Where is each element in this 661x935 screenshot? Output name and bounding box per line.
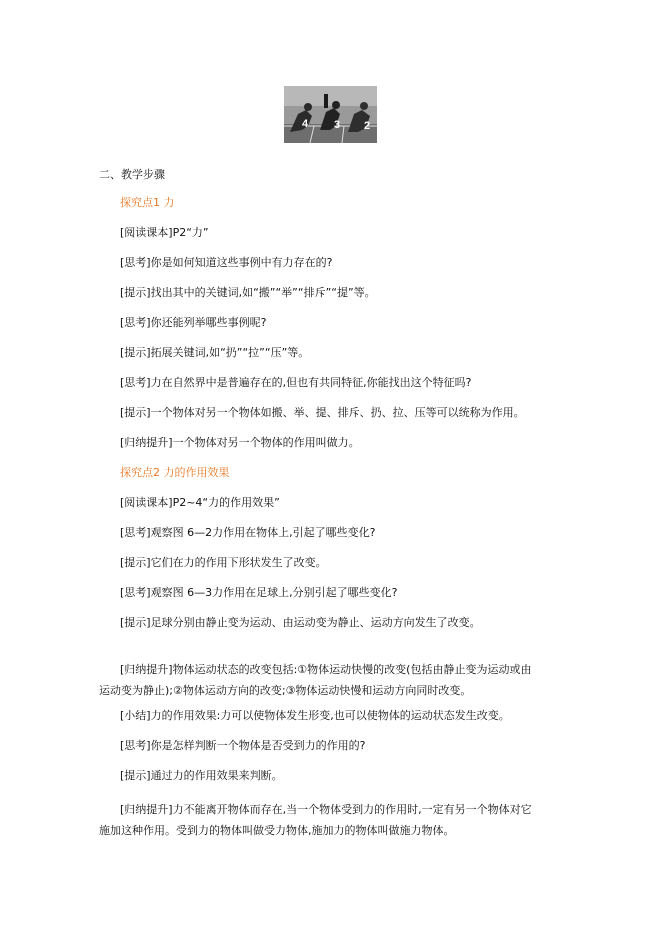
step-line: [归纳提升]一个物体对另一个物体的作用叫做力。 (120, 436, 360, 449)
step-line: [思考]观察图 6—2力作用在物体上,引起了哪些变化? (120, 526, 376, 539)
lane-number-4: 4 (302, 118, 309, 130)
step-line: [思考]你还能列举哪些事例呢? (120, 316, 267, 329)
explore-point-heading: 探究点1 力 (120, 196, 175, 209)
step-line: [阅读课本]P2~4“力的作用效果” (120, 496, 280, 509)
sprinters-photo (284, 86, 377, 143)
step-line: [提示]一个物体对另一个物体如搬、举、提、排斥、扔、拉、压等可以统称为作用。 (120, 406, 525, 419)
sprinters-illustration (284, 86, 377, 143)
step-line: [思考]你是如何知道这些事例中有力存在的? (120, 256, 333, 269)
step-line: [小结]力的作用效果:力可以使物体发生形变,也可以使物体的运动状态发生改变。 (120, 709, 510, 722)
step-line: [提示]通过力的作用效果来判断。 (120, 769, 283, 782)
step-line: [思考]力在自然界中是普遍存在的,但也有共同特征,你能找出这个特征吗? (120, 376, 472, 389)
explore-point-heading: 探究点2 力的作用效果 (120, 466, 230, 479)
step-line: [思考]观察图 6—3力作用在足球上,分别引起了哪些变化? (120, 586, 398, 599)
step-line: [提示]它们在力的作用下形状发生了改变。 (120, 556, 327, 569)
step-line: [提示]足球分别由静止变为运动、由运动变为静止、运动方向发生了改变。 (120, 616, 481, 629)
section-title: 二、教学步骤 (99, 168, 165, 181)
summary-force-objects: [归纳提升]力不能离开物体而存在,当一个物体受到力的作用时,一定有另一个物体对它施加这种作用。受到力的物体叫做受力物体,施加力的物体叫做施力物体。 (99, 803, 532, 837)
step-line: [思考]你是怎样判断一个物体是否受到力的作用的? (120, 739, 366, 752)
step-line: [阅读课本]P2“力” (120, 226, 209, 239)
lane-number-2: 2 (364, 120, 371, 132)
summary-motion-state: [归纳提升]物体运动状态的改变包括:①物体运动快慢的改变(包括由静止变为运动或由运动变为静止);②物体运动方向的改变;③物体运动快慢和运动方向同时改变。 (99, 663, 532, 697)
step-line: [提示]找出其中的关键词,如“搬”“举”“排斥”“提”等。 (120, 286, 376, 299)
step-line: [提示]拓展关键词,如“扔”“拉”“压”等。 (120, 346, 310, 359)
lane-number-3: 3 (334, 119, 341, 131)
